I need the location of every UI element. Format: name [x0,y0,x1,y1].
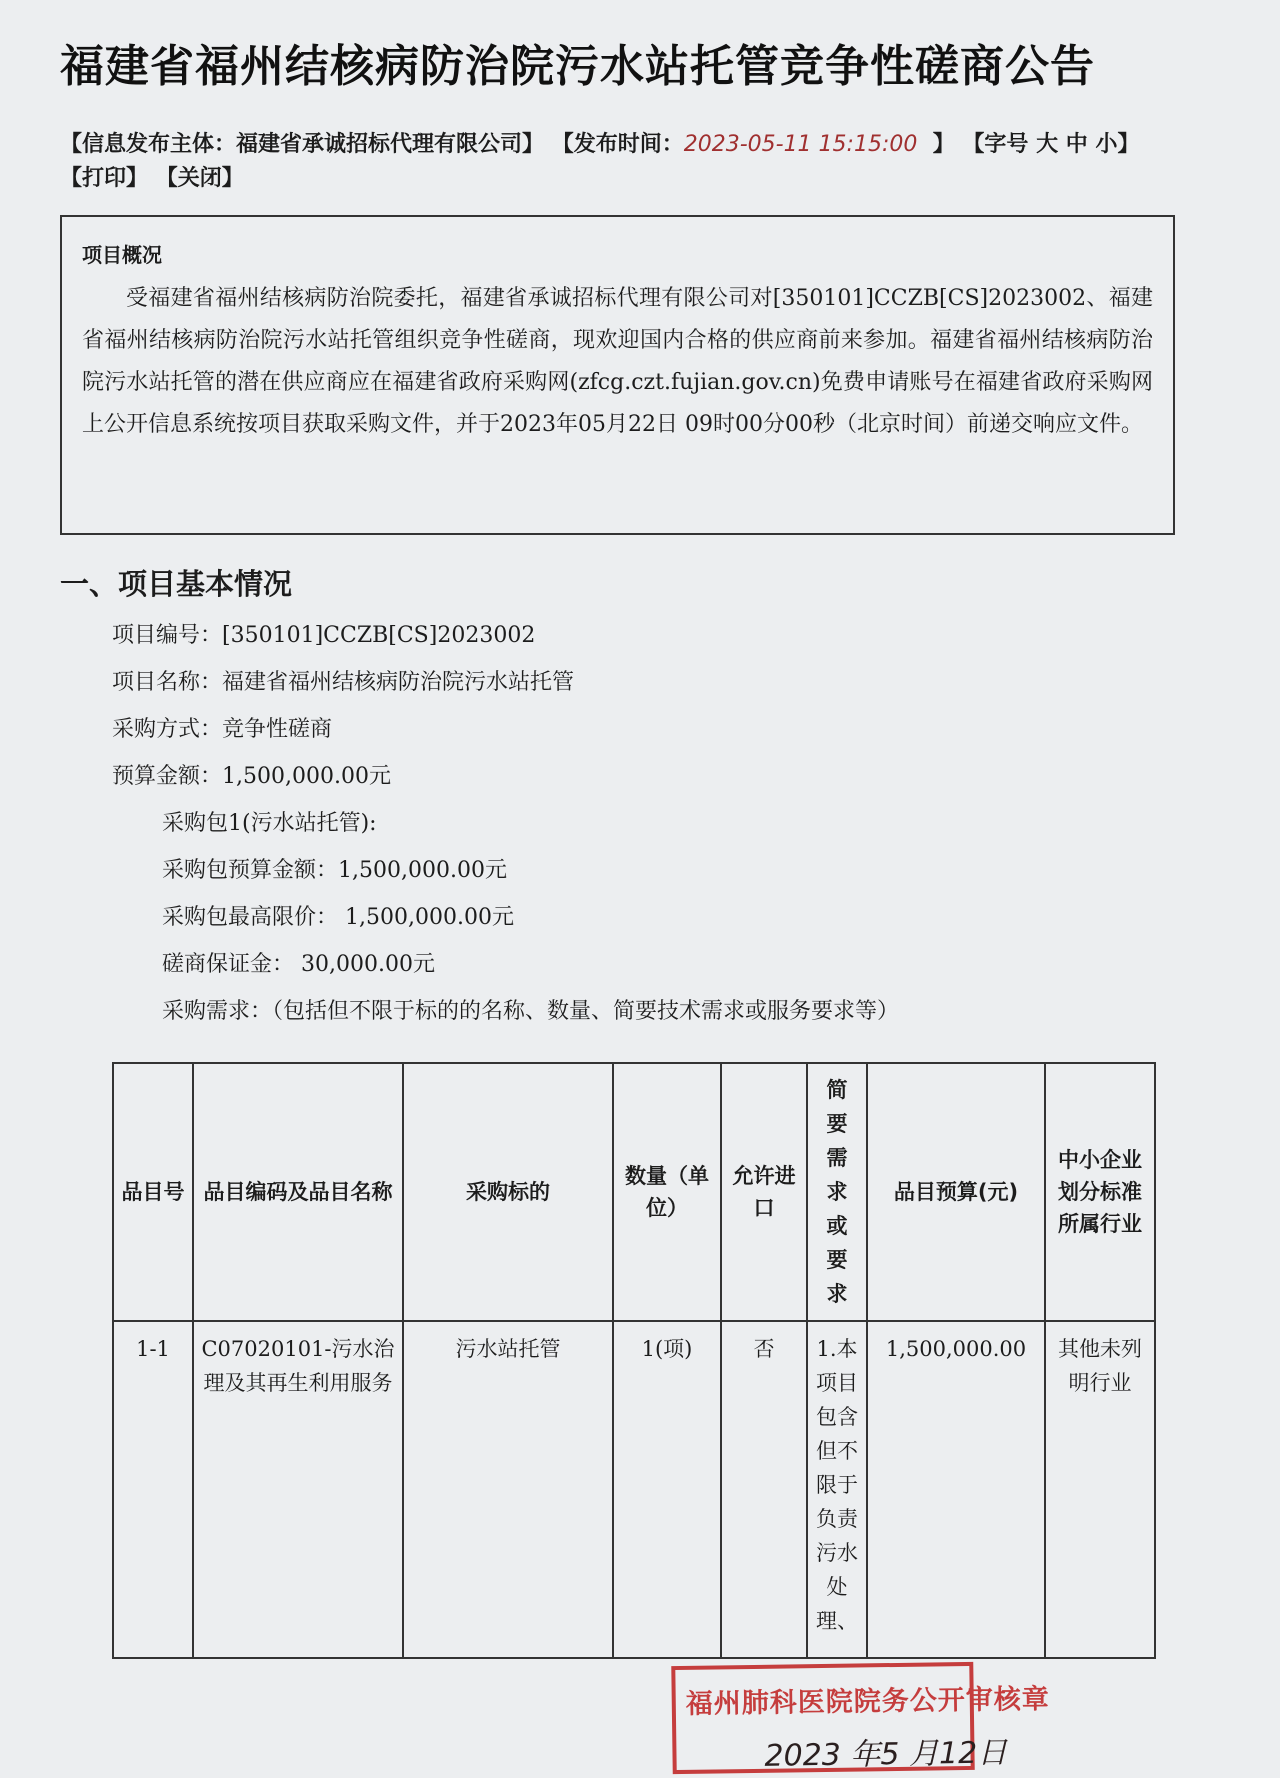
cell-import-allowed: 否 [721,1321,807,1658]
review-stamp [671,1662,1050,1774]
font-size-small-link[interactable]: 小 [1095,132,1118,157]
publisher-info: 【信息发布主体：福建省承诚招标代理有限公司】 [60,132,545,157]
package-budget: 采购包预算金额：1,500,000.00元 [162,858,507,883]
package-max-price: 采购包最高限价： 1,500,000.00元 [162,905,514,930]
budget-amount: 预算金额：1,500,000.00元 [112,764,391,789]
cell-item-budget: 1,500,000.00 [867,1321,1045,1658]
font-size-suffix: 】 [1117,132,1140,157]
publish-time-label: 【发布时间： [551,132,684,157]
font-size-prefix: 【字号 [962,132,1029,157]
header-industry: 中小企业划分标准所属行业 [1045,1063,1155,1321]
procurement-requirements: 采购需求：（包括但不限于标的的名称、数量、简要技术需求或服务要求等） [162,999,900,1024]
project-number: 项目编号：[350101]CCZB[CS]2023002 [112,623,536,648]
basic-info-list [112,612,899,1035]
table-row [113,1321,1155,1658]
procurement-items-table [112,1062,1156,1659]
header-import-allowed: 允许进口 [721,1063,807,1321]
negotiation-deposit: 磋商保证金： 30,000.00元 [162,952,435,977]
stamp-text: 福州肺科医院院务公开审核章 [685,1683,1050,1720]
stamp-date: 2023 年5 月12日 [764,1735,1008,1774]
header-requirements-cell [807,1063,867,1321]
project-name: 项目名称：福建省福州结核病防治院污水站托管 [112,670,575,695]
header-item-number: 品目号 [113,1063,193,1321]
procurement-method: 采购方式：竞争性磋商 [112,717,333,742]
overview-paragraph: 受福建省福州结核病防治院委托，福建省承诚招标代理有限公司对[350101]CCZB[CS]2023002、福建省福州结核病防治院污水站托管组织竞争性磋商，现欢迎国内合格的供应商前来参加。福建省福州结核病防治院污水站托管的潜在供应商应在福建省政府采购网(zfcg.czt.fujian.gov.cn)免费申请账号在福建省政府采购网上公开信息系统按项目获取采购文件，并于2023年05月22日 09时00分00秒（北京时间）前递交响应文件。 [82,286,1153,437]
overview-heading: 项目概况 [82,243,162,267]
close-link[interactable]: 【关闭】 [155,166,244,191]
cell-item-code-name: C07020101-污水治理及其再生利用服务 [193,1321,403,1658]
header-item-code-name: 品目编码及品目名称 [193,1063,403,1321]
print-link[interactable]: 【打印】 [60,166,149,191]
cell-quantity: 1(项) [613,1321,721,1658]
publish-time-close: 】 [932,132,955,157]
page-title: 福建省福州结核病防治院污水站托管竞争性磋商公告 [60,41,1095,92]
header-item-budget: 品目预算(元) [867,1063,1045,1321]
header-quantity: 数量（单位） [613,1063,721,1321]
cell-item-number: 1-1 [113,1321,193,1658]
package-title: 采购包1(污水站托管): [162,811,377,836]
font-size-medium-link[interactable]: 中 [1065,132,1088,157]
header-target: 采购标的 [403,1063,613,1321]
font-size-large-link[interactable]: 大 [1036,132,1059,157]
project-overview-box [60,215,1175,535]
announcement-meta [60,128,1170,196]
publish-time: 2023-05-11 15:15:00 [683,132,918,157]
cell-industry: 其他未列明行业 [1045,1321,1155,1658]
header-requirements: 简要需求或要求 [826,1078,848,1306]
table-header-row [113,1063,1155,1321]
section-heading-basic-info: 一、项目基本情况 [60,567,293,601]
cell-target: 污水站托管 [403,1321,613,1658]
cell-requirements: 1.本项目包含但不限于负责污水处理、 [807,1321,867,1658]
